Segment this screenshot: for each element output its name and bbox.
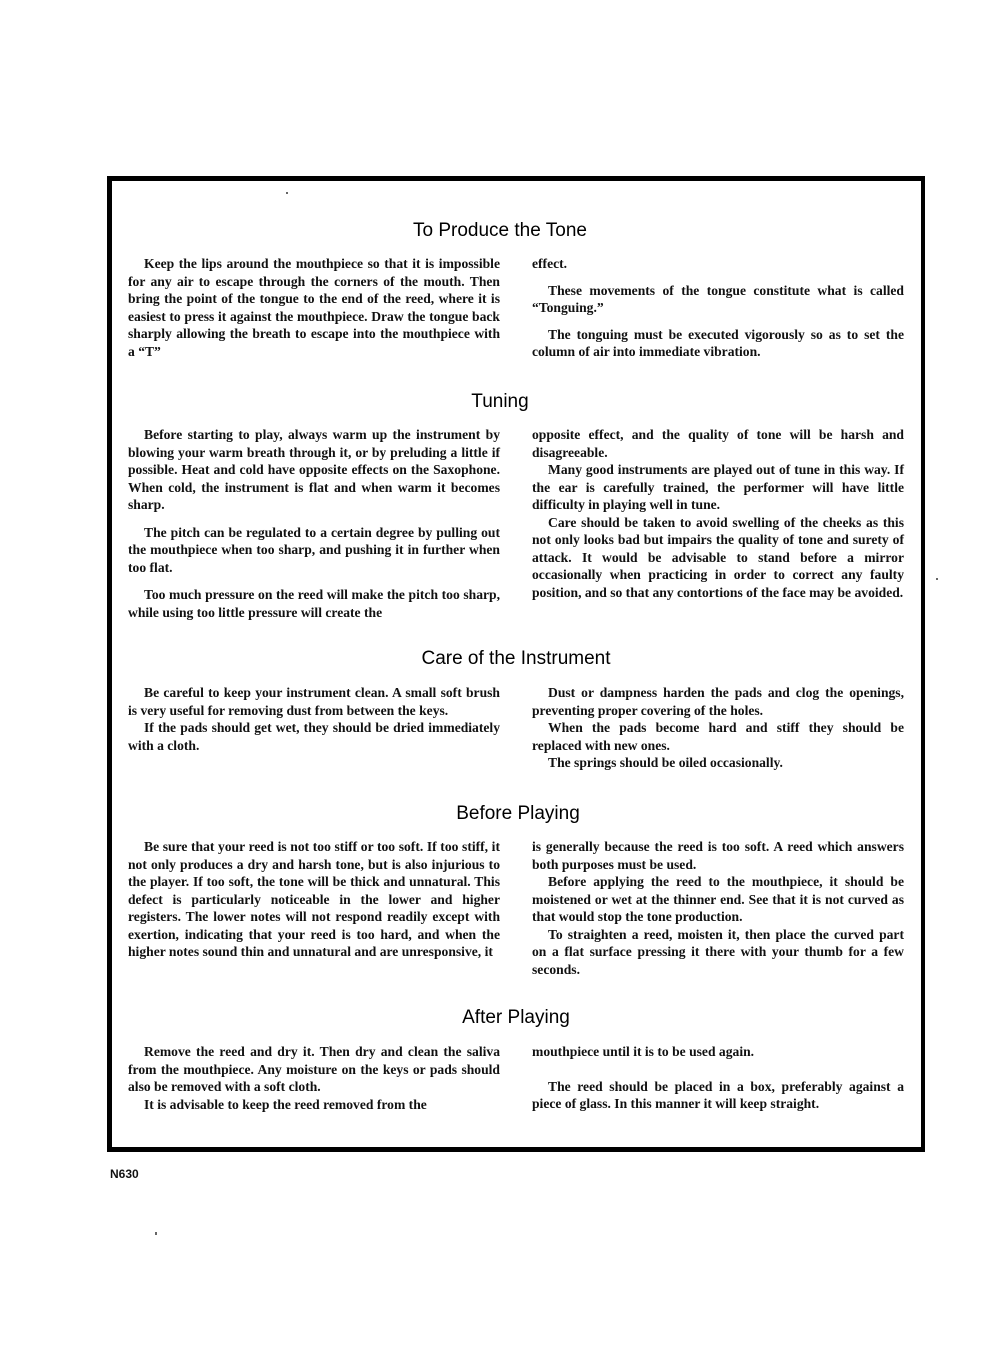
care-right-paragraph-3: The springs should be oiled occasionally. xyxy=(548,755,783,770)
care-right-paragraph-1: Dust or dampness harden the pads and clog the openings, preventing proper covering of the holes. xyxy=(532,685,904,718)
tone-right-paragraph-2: These movements of the tongue constitute what is called “Tonguing.” xyxy=(532,282,904,315)
after-left-paragraph-2: It is advisable to keep the reed removed from the xyxy=(144,1096,427,1112)
heading-before-playing: Before Playing xyxy=(456,803,580,824)
care-left-paragraph-1: Be careful to keep your instrument clean. A small soft brush is very useful for removing dust from between the keys. xyxy=(128,685,500,718)
scan-speck xyxy=(155,1232,157,1235)
care-right-paragraph-2: When the pads become hard and stiff they should be replaced with new ones. xyxy=(532,720,904,753)
before-right-column xyxy=(532,838,904,978)
scan-speck xyxy=(936,578,938,580)
care-right-column xyxy=(532,684,904,772)
tuning-right-paragraph-3: Care should be taken to avoid swelling of the cheeks as this not only looks bad but impairs the quality of tone and surety of attack. It would be advisable to stand before a mirror occasionally when practicing in order to correct any faulty position, and so that any contortions of the face may be avoided. xyxy=(532,514,904,600)
before-right-paragraph-3: To straighten a reed, moisten it, then place the curved part on a flat surface pressing it there with your thumb for a few seconds. xyxy=(532,926,904,977)
heading-after-playing: After Playing xyxy=(462,1007,570,1028)
heading-to-produce-the-tone: To Produce the Tone xyxy=(413,220,587,241)
after-left-paragraph-1: Remove the reed and dry it. Then dry and clean the saliva from the mouthpiece. Any moisture on the keys or pads should also be removed with a soft cloth. xyxy=(128,1044,500,1094)
tuning-right-paragraph-1: opposite effect, and the quality of tone will be harsh and disagreeable. xyxy=(532,427,904,460)
after-left-column xyxy=(128,1043,500,1113)
tuning-left-column xyxy=(128,426,500,627)
tuning-right-paragraph-2: Many good instruments are played out of tune in this way. If the ear is carefully trained, the performer will have little difficulty in playing well in tune. xyxy=(532,462,904,512)
before-right-paragraph-2: Before applying the reed to the mouthpiece, it should be moistened or wet at the thinner end. See that it is not curved as that would stop the tone production. xyxy=(532,874,904,924)
heading-tuning: Tuning xyxy=(471,391,529,412)
tuning-left-paragraph-3: Too much pressure on the reed will make the pitch too sharp, while using too little pressure will create the xyxy=(128,587,500,620)
care-left-column xyxy=(128,684,500,754)
tone-right-column xyxy=(532,255,904,367)
tuning-left-paragraph-1: Before starting to play, always warm up the instrument by blowing your warm breath through it, or by preluding a little if possible. Heat and cold have opposite effects on the Saxophone. When cold, the instrument is flat and when warm it becomes sharp. xyxy=(128,427,500,512)
tuning-left-paragraph-2: The pitch can be regulated to a certain degree by pulling out the mouthpiece when too sharp, and pushing it in further when too flat. xyxy=(128,524,500,575)
tone-right-paragraph-3: The tonguing must be executed vigorously so as to set the column of air into immediate vibration. xyxy=(532,326,904,359)
before-left-column xyxy=(128,838,500,967)
before-left-paragraph-1: Be sure that your reed is not too stiff or too soft. If too stiff, it not only produces a dry and harsh tone, but is also injurious to the player. If too soft, the tone will be thick and unnatural. This defect is particularly noticeable in the lower and higher registers. The lower notes will not respond readily except with exertion, indicating that your reed is too hard, and when the higher notes sound thin and unnatural and are unresponsive, it xyxy=(128,839,500,959)
tone-right-paragraph-1: effect. xyxy=(532,256,568,271)
tone-left-paragraph-1: Keep the lips around the mouthpiece so that it is impossible for any air to escape through the corners of the mouth. Then bring the point of the tongue to the end of the reed, where it is easiest to press it against the mouthpiece. Draw the tongue back sharply allowing the breath to escape into the mouthpiece with a “T” xyxy=(128,256,500,359)
page-code: N630 xyxy=(110,1167,139,1181)
after-right-paragraph-1: mouthpiece until it is to be used again. xyxy=(532,1044,755,1059)
after-right-column xyxy=(532,1043,904,1119)
scan-speck xyxy=(286,192,288,194)
after-right-paragraph-2: The reed should be placed in a box, preferably against a piece of glass. In this manner it will keep straight. xyxy=(532,1078,904,1111)
heading-care-of-the-instrument: Care of the Instrument xyxy=(421,648,611,669)
before-right-paragraph-1: is generally because the reed is too soft. A reed which answers both purposes must be used. xyxy=(532,839,904,872)
tuning-right-column xyxy=(532,426,904,601)
tone-left-column xyxy=(128,255,500,366)
care-left-paragraph-2: If the pads should get wet, they should be dried immediately with a cloth. xyxy=(128,720,500,753)
